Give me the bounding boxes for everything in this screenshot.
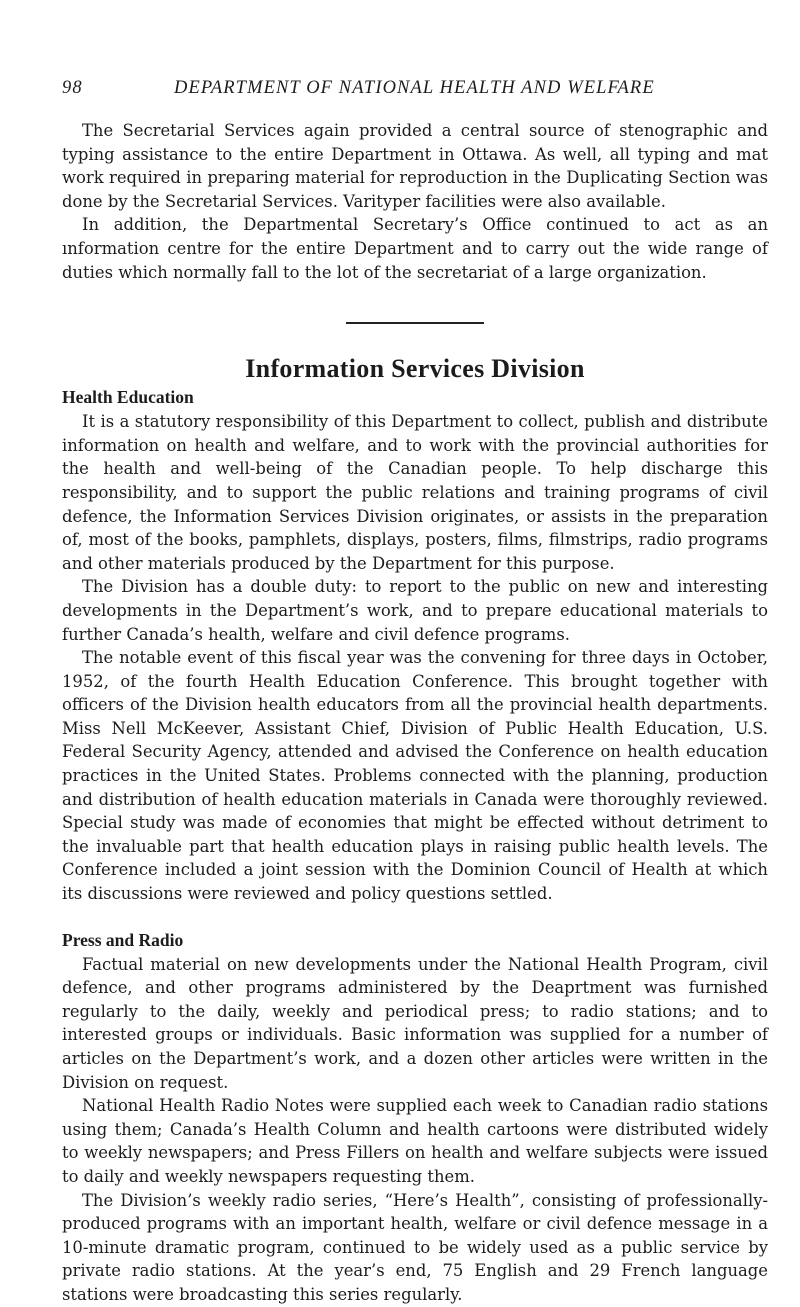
running-header-title: DEPARTMENT OF NATIONAL HEALTH AND WELFARE xyxy=(174,78,655,98)
paragraph: National Health Radio Notes were supplied each week to Canadian radio stations using them; Canada’s Health Column and health cartoons were distributed widely to weekly newspapers; and Press Fillers on health and welfare subjects were issued to daily and weekly newspapers requesting them. xyxy=(62,1096,768,1186)
subsection-heading: Health Education xyxy=(62,387,194,408)
paragraph: Factual material on new developments under the National Health Program, civil defence, and other programs administered by the Deaprtment was furnished regularly to the daily, weekly and periodical press; to radio stations; and to interested groups or individuals. Basic information was supplied for a number of articles on the Department’s work, and a dozen other articles were written in the Division on request. xyxy=(62,954,768,1092)
paragraph: The Division has a double duty: to report to the public on new and interesting developments in the Department’s work, and to prepare educational materials to further Canada’s health, welfare and civil defence programs. xyxy=(62,577,768,644)
health-education-section xyxy=(62,387,768,905)
section-divider xyxy=(346,322,484,324)
page-number: 98 xyxy=(62,78,83,98)
intro-section xyxy=(62,119,768,284)
paragraph: The Secretarial Services again provided a central source of stenographic and typing assistance to the entire Department in Ottawa. As well, all typing and mat work required in preparing material for reproduction in the Duplicating Section was done by the Secretarial Services. Varityper facilities were also available. xyxy=(62,121,768,211)
paragraph: The notable event of this fiscal year was the convening for three days in October, 1952, of the fourth Health Education Conference. This brought together with officers of the Division health educators from all the provincial health departments. Miss Nell McKeever, Assistant Chief, Division of Public Health Education, U.S. Federal Security Agency, attended and advised the Conference on health education practices in the United States. Problems connected with the planning, production and distribution of health education materials in Canada were thoroughly reviewed. Special study was made of economies that might be effected without detriment to the invaluable part that health education plays in raising public health levels. The Conference included a joint session with the Dominion Council of Health at which its discussions were reviewed and policy questions settled. xyxy=(62,648,768,904)
running-header xyxy=(62,78,768,99)
press-radio-section xyxy=(62,930,768,1307)
paragraph: The Division’s weekly radio series, “Here’s Health”, consisting of professionally-produced programs with an important health, welfare or civil defence message in a 10-minute dramatic program, continued to be widely used as a public service by private radio stations. At the year’s end, 75 English and 29 French language stations were broadcasting this series regularly. xyxy=(62,1190,768,1304)
subsection-heading: Press and Radio xyxy=(62,929,184,950)
section-title: Information Services Division xyxy=(245,354,585,384)
document-page xyxy=(62,78,768,1307)
paragraph: It is a statutory responsibility of this Department to collect, publish and distribute information on health and welfare, and to work with the provincial authorities for the health and well-being of the Canadian people. To help discharge this responsibility, and to support the public relations and training programs of civil defence, the Information Services Division originates, or assists in the preparation of, most of the books, pamphlets, displays, posters, films, filmstrips, radio programs and other materials produced by the Department for this purpose. xyxy=(62,412,768,573)
paragraph: In addition, the Departmental Secretary’s Office continued to act as an ınformation centre for the entire Department and to carry out the wide range of duties which normally fall to the lot of the secretariat of a large organization. xyxy=(62,215,768,282)
